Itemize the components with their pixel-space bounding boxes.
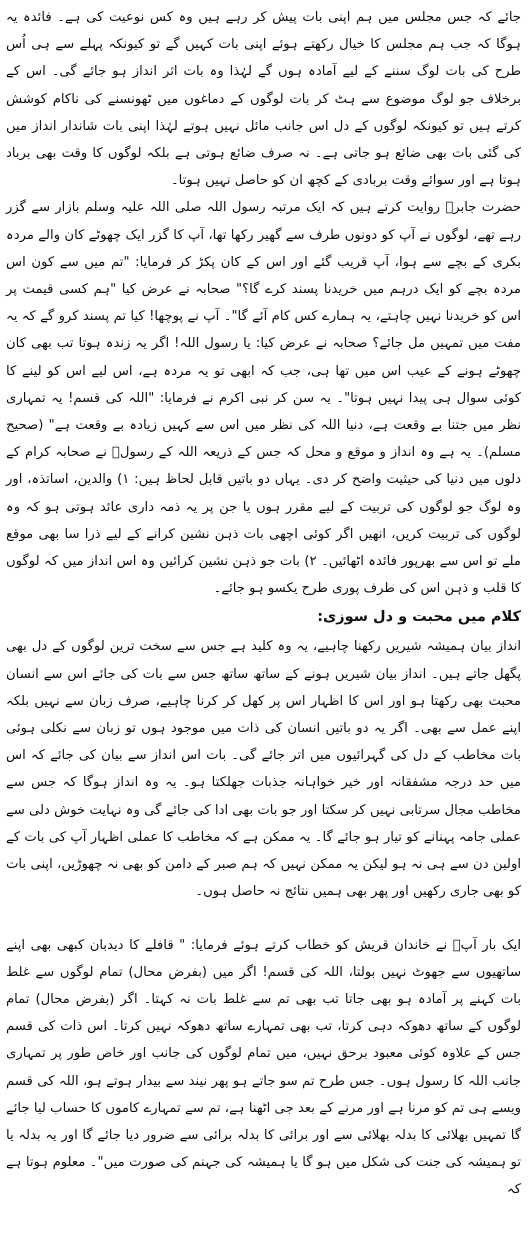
paragraph-hadith-jabir: حضرت جابرؓ روایت کرتے ہیں کہ ایک مرتبہ رسول اللہ صلی اللہ علیہ وسلم بازار سے گزر رہے تھے، لوگوں نے آپ کو دونوں طرف سے گھیر رکھا تھا، آپ کا گزر ایک چھوٹے کان والے مردہ بکری کے بچے سے ہوا، آپ قریب گئے اور اس کے کان پکڑ کر فرمایا: "تم میں سے کون اس مردہ بچے کو ایک درہم میں خریدنا پسند کرے گا؟" صحابہ نے عرض کیا "ہم کسی قیمت پر اس کو خریدنا نہیں چاہتے، یہ ہمارے کس کام آئے گا"۔ آپ نے پوچھا! کیا تم پسند کرو گے کہ یہ مفت میں تمہیں مل جائے؟ صحابہ نے عرض کیا: یا رسول اللہ! اگر یہ زندہ ہوتا تب بھی کان چھوٹے ہونے کے عیب اس میں تھا ہی، جب کہ ابھی تو یہ مردہ ہے، اس لیے اس کو لینے کا کوئی سوال ہی پیدا نہیں ہوتا"۔ یہ سن کر نبی اکرم نے فرمایا: "اللہ کی قسم! یہ تمہاری نظر میں جتنا بے وقعت ہے، دنیا اللہ کی نظر میں اس سے کہیں زیادہ بے وقعت ہے" (صحیح مسلم)۔ یہ ہے وہ انداز و موقع و محل کہ جس کے ذریعہ اللہ کے رسولؐ نے صحابہ کرام کے دلوں میں دنیا کی حیثیت واضح کر دی۔ یہاں دو باتیں قابل لحاظ ہیں: ۱) والدین، اساتذہ، اور وہ لوگ جو لوگوں کی تربیت کے لیے مقرر ہوں یا جن پر یہ ذمہ داری عائد ہوتی ہو کہ وہ لوگوں کی تربیت کریں، انھیں اگر کوئی اچھی بات ذہن نشین کرانے کے لیے ذرا سا بھی موقع ملے تو اس سے بھرپور فائدہ اٹھائیں۔ ۲) بات جو ذہن نشین کرائیں وہ اس انداز میں کہ لوگوں کا قلب و ذہن اس کی طرف پوری طرح یکسو ہو جائے۔ — [6, 200, 522, 597]
paragraph-gap — [6, 906, 521, 932]
paragraph-context: جائے کہ جس مجلس میں ہم اپنی بات پیش کر رہے ہیں وہ کس نوعیت کی ہے۔ فائدہ یہ ہوگا کہ جب ہم مجلس کا خیال رکھتے ہوئے اپنی بات کہیں گے تو کیونکہ پہلے سے ہی اُس طرح کی بات لوگ سننے کے لیے آمادہ ہوں گے لہٰذا وہ بات اثر انداز ہو جائے گی۔ اس کے برخلاف جو لوگ موضوع سے ہٹ کر بات لوگوں کے دماغوں میں ٹھونسنے کی ناکام کوشش کرتے ہیں تو کیونکہ لوگوں کے دل اس جانب مائل نہیں ہوتے لہٰذا اپنی بات شاندار انداز میں کی گئی بات بھی ضائع ہو جاتی ہے۔ نہ صرف ضائع ہوتی ہے بلکہ لوگوں کا وقت بھی برباد ہوتا ہے اور سوائے وقت بربادی کے کچھ ان کو حاصل نہیں ہوتا۔ — [6, 10, 521, 189]
paragraph-quraysh-address: ایک بار آپؐ نے خاندان قریش کو خطاب کرتے ہوئے فرمایا: " قافلے کا دیدبان کبھی بھی اپنے ساتھیوں سے جھوٹ نہیں بولتا، اللہ کی قسم! اگر میں (بفرض محال) تمام لوگوں سے غلط بات کہنے پر آمادہ ہو بھی جاتا تب بھی تم سے غلط بات نہ کہتا۔ اگر (بفرض محال) تمام لوگوں کے ساتھ دھوکہ دہی کرتا، تب بھی تمہارے ساتھ دھوکہ نہیں کرتا۔ اس ذات کی قسم جس کے علاوہ کوئی معبود برحق نہیں، میں تمام لوگوں کی جانب اور خاص طور پر تمہاری جانب اللہ کا رسول ہوں۔ جس طرح تم سو جاتے ہو پھر نیند سے بیدار ہوتے ہو، اللہ کی قسم ویسے ہی تم کو مرنا ہے اور مرنے کے بعد جی اٹھنا ہے، تم سے تمہارے کاموں کا حساب لیا جائے گا تمہیں بھلائی کا بدلہ بھلائی سے اور برائی کا بدلہ برائی سے ضرور دیا جائے گا اور یہ بدلہ یا تو ہمیشہ کی جنت کی شکل میں ہو گا یا ہمیشہ کی جہنم کی صورت میں"۔ معلوم ہوتا ہے کہ — [6, 937, 521, 1198]
section-heading: کلام میں محبت و دل سوزی: — [317, 609, 521, 626]
paragraph-sweet-speech: انداز بیان ہمیشہ شیریں رکھنا چاہیے، یہ وہ کلید ہے جس سے سخت ترین لوگوں کے دل بھی پگھل جاتے ہیں۔ انداز بیان شیریں ہونے کے ساتھ ساتھ جس سے بات کی جائے اس سے انسان محبت بھی رکھتا ہو اور اس کا اظہار اس پر کھل کر کرنا چاہیے، صرف زبان سے نہیں بلکہ اپنے عمل سے بھی۔ اگر یہ دو باتیں انسان کی ذات میں موجود ہوں تو زبان سے نکلی ہوئی بات مخاطب کے دل کی گہرائیوں میں اتر جائے گی۔ بات اس انداز سے بیان کی جائے کہ اس میں حد درجہ مشفقانہ اور خیر خواہانہ جذبات جھلکتا ہو۔ یہ وہ انداز ہوگا کہ جس سے مخاطب مجال سرتابی نہیں کر سکتا اور جو بات بھی ادا کی جائے گی وہ نہایت خوش دلی سے عملی جامہ پہنانے کو تیار ہو جائے گا۔ یہ ممکن ہے کہ مخاطب کا عملی اظہار آپ کی بات کے اولین دن سے ہی نہ ہو لیکن یہ ممکن نہیں کہ ہم صبر کے دامن کو بھی نہ چھوڑیں، اپنی بات کو بھی جاری رکھیں اور پھر بھی ہمیں نتائج نہ حاصل ہوں۔ — [6, 639, 521, 900]
